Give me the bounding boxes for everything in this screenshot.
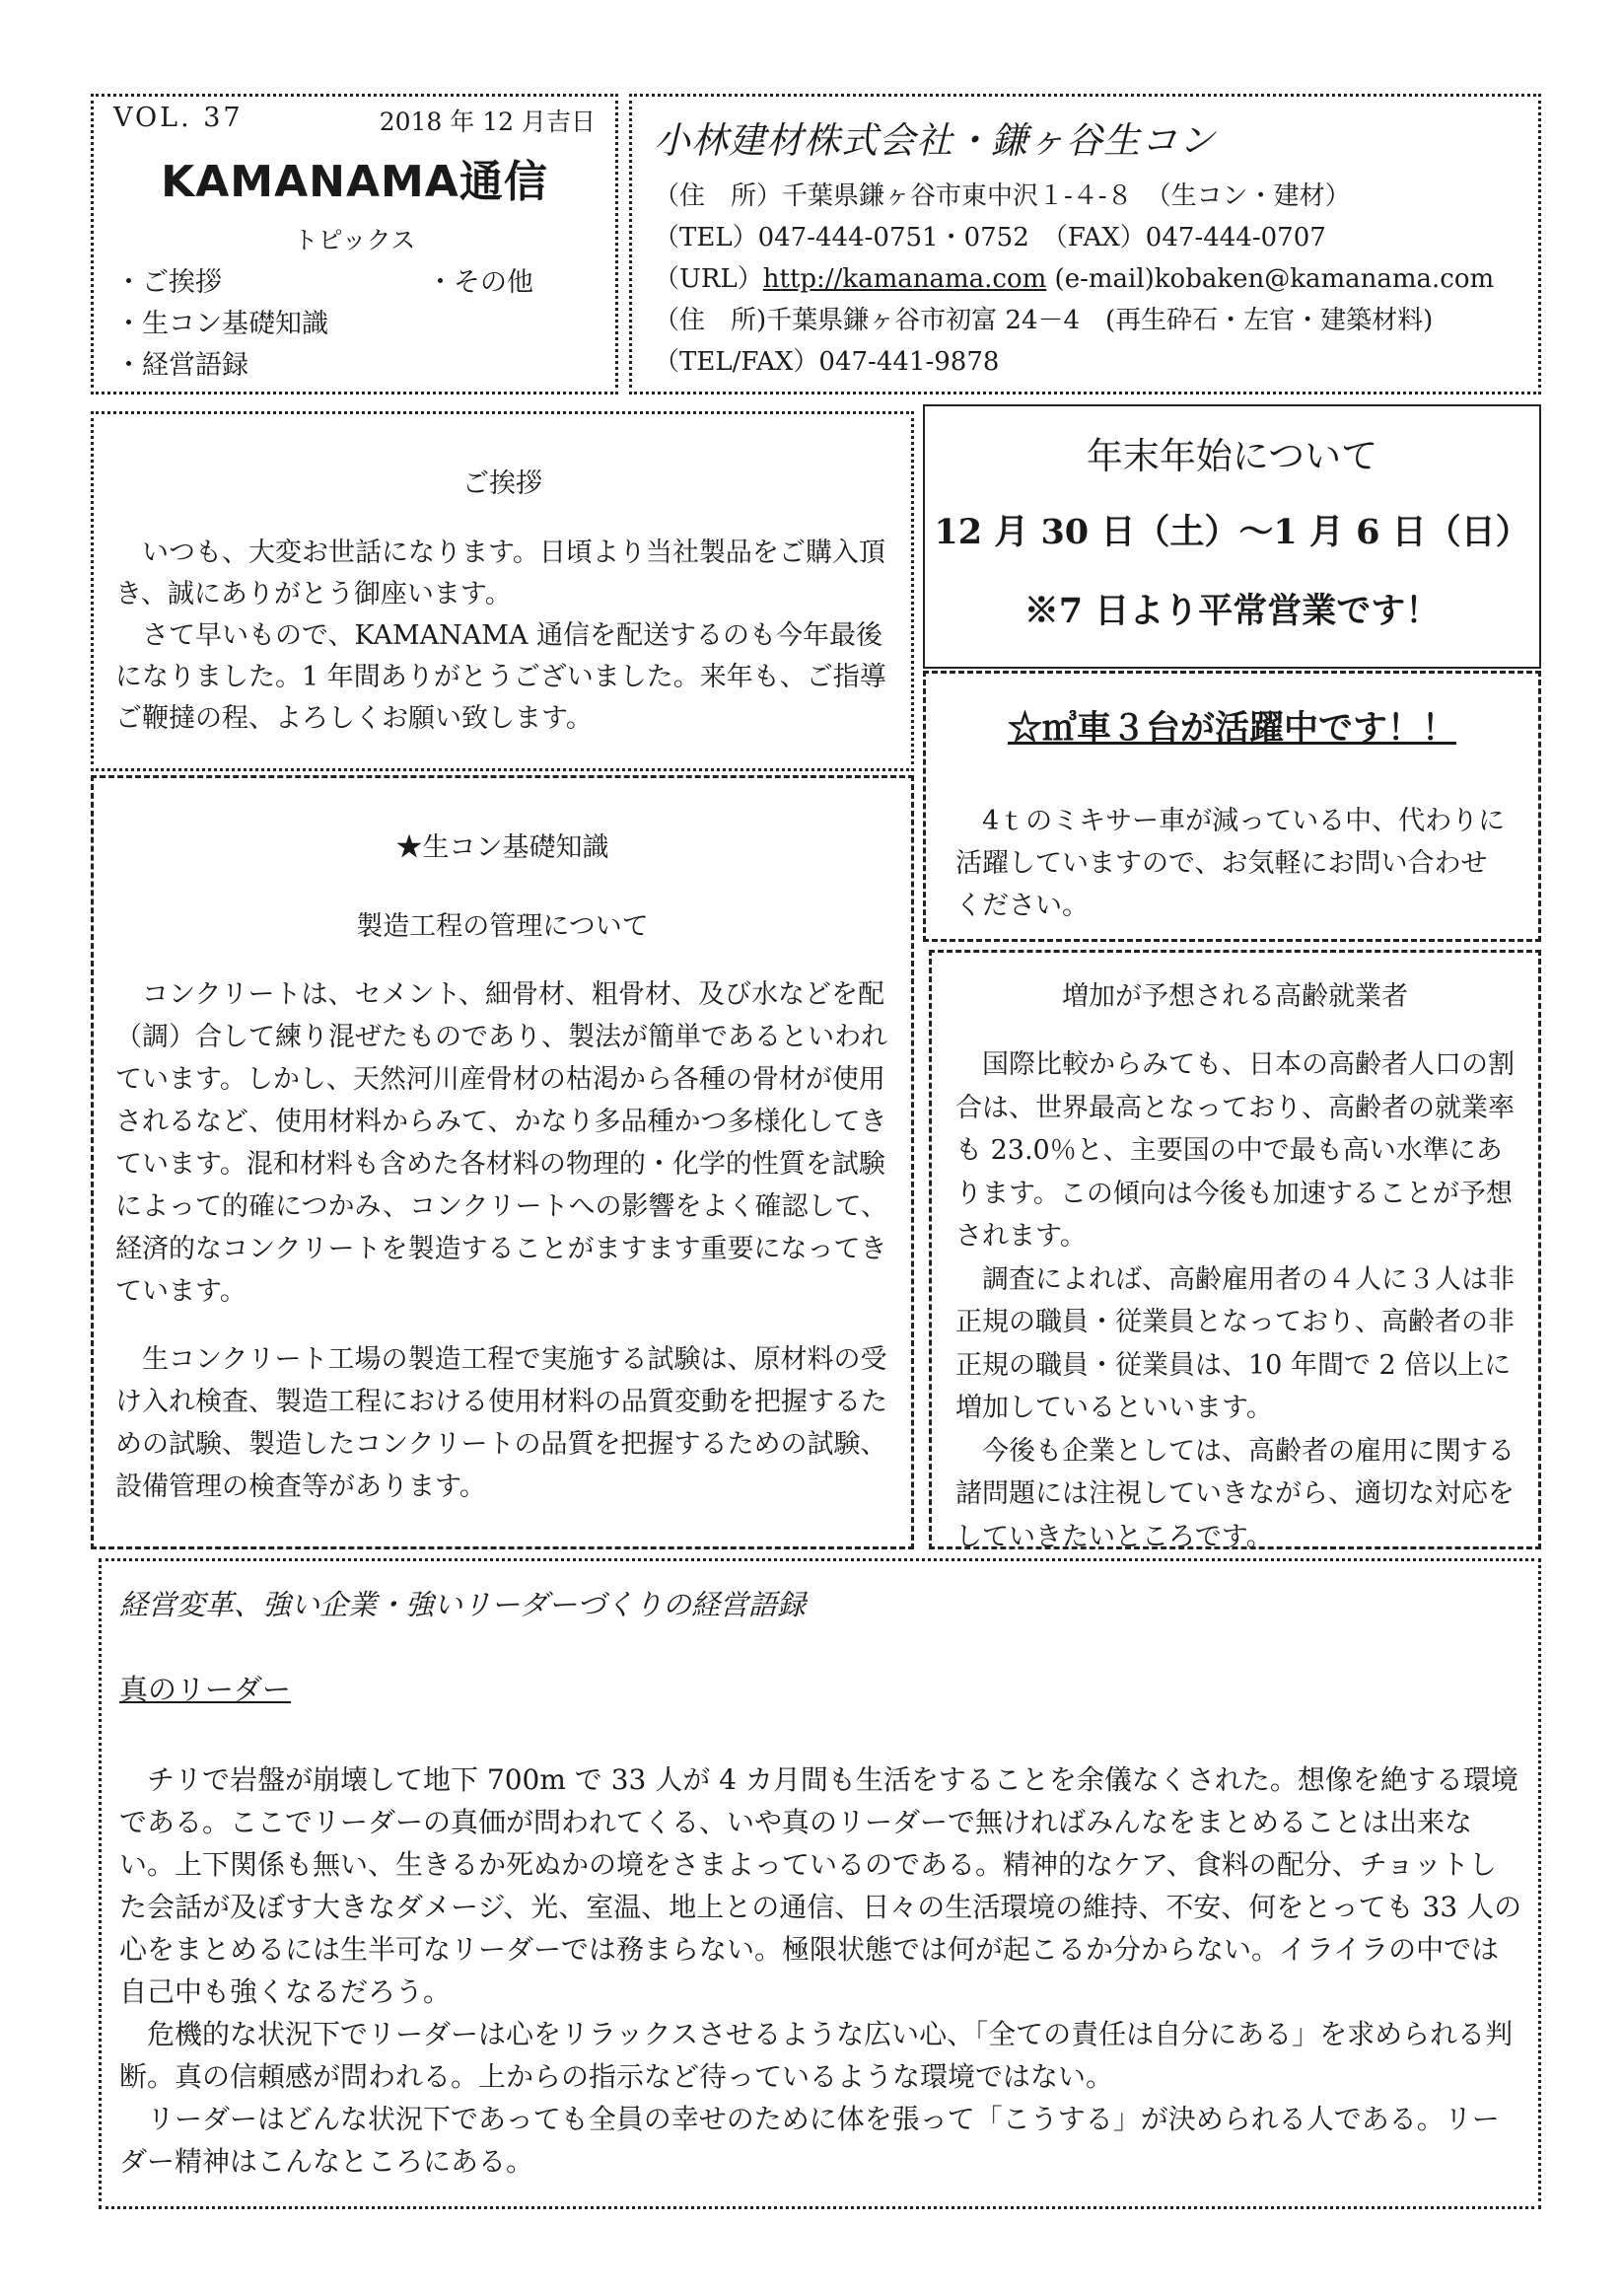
elderly-body: 国際比較からみても、日本の高齢者人口の割合は、世界最高となっており、高齢者の就業率も 23.0％と、主要国の中で最も高い水準にあります。この傾向は今後も加速することが予想されます。 調査によれば、高齢雇用者の４人に３人は非正規の職員・従業員となっており、高齢者の非正規の職員・従業員は、10 年間で 2 倍以上に増加しているといいます。 今後も企業としては、高齢者の雇用に関する諸問題には注視していきながら、適切な対応をしていきたいところです。 bbox=[955, 1049, 1515, 1552]
greeting-body: いつも、大変お世話になります。日頃より当社製品をご購入頂き、誠にありがとう御座います。 さて早いもので、KAMANAMA 通信を配送するのも今年最後になりました。1 年間ありがとうございました。来年も、ご指導ご鞭撻の程、よろしくお願い致します。 bbox=[115, 538, 886, 734]
newsletter-title: KAMANAMA通信 bbox=[161, 157, 548, 207]
truck-body: 4ｔのミキサー車が減っている中、代わりに活躍していますので、お気軽にお問い合わせください。 bbox=[955, 806, 1506, 921]
greeting-section bbox=[91, 411, 914, 771]
elderly-title: 増加が予想される高齢就業者 bbox=[1062, 981, 1408, 1012]
concrete-subtitle: 製造工程の管理について bbox=[356, 911, 649, 942]
url-label: （URL） bbox=[654, 264, 763, 294]
company-info bbox=[629, 94, 1541, 395]
truck-title: ☆㎥車３台が活躍中です！！ bbox=[1007, 708, 1456, 749]
topic-item: ・ご挨拶 bbox=[115, 267, 222, 298]
motto-body: チリで岩盤が崩壊して地下 700m で 33 人が 4 カ月間も生活をすることを余儀なくされた。想像を絶する環境である。ここでリーダーの真価が問われてくる、いや真のリーダーで無ければみんなをまとめることは出来ない。上下関係も無い、生きるか死ぬかの境をさまよっているのである。精神的なケア、食料の配分、チョットした会話が及ぼす大きなダメージ、光、室温、地上との通信、日々の生活環境の維持、不安、何をとっても 33 人の心をまとめるには生半可なリーダーでは務まらない。極限状態では何が起こるか分からない。イライラの中では自己中も強くなるだろう。 危機的な状況下でリーダーは心をリラックスさせるような広い心、「全ての責任は自分にある」を求められる判断。真の信頼感が問われる。上からの指示など待っているような環境ではない。 リーダーはどんな状況下であっても全員の幸せのために体を張って「こうする」が決められる人である。リーダー精神はこんなところにある。 bbox=[119, 1763, 1522, 2178]
topic-item: ・その他 bbox=[427, 267, 533, 298]
volume-number: VOL. 37 bbox=[113, 103, 244, 133]
motto-subtitle: 真のリーダー bbox=[119, 1673, 292, 1706]
topics-heading: トピックス bbox=[293, 226, 416, 254]
url-line bbox=[654, 258, 1494, 295]
concrete-title: ★生コン基礎知識 bbox=[395, 832, 609, 863]
concrete-knowledge-section bbox=[91, 775, 914, 1549]
tel-fax-line-2: （TEL/FAX）047‐441‐9878 bbox=[654, 347, 1000, 377]
email-address: (e-mail)kobaken@kamanama.com bbox=[1054, 264, 1495, 294]
company-name: 小林建材株式会社・鎌ヶ谷生コン bbox=[654, 119, 1216, 162]
management-quotes-section bbox=[99, 1558, 1541, 2209]
address-label: （住 所） bbox=[654, 181, 783, 211]
topic-item: ・生コン基礎知識 bbox=[115, 309, 328, 339]
concrete-paragraph: 生コンクリート工場の製造工程で実施する試験は、原材料の受け入れ検査、製造工程における使用材料の品質変動を把握するための試験、製造したコンクリートの品質を把握するための試験、設備管理の検査等があります。 bbox=[115, 1344, 887, 1502]
address-text: 千葉県鎌ヶ谷市東中沢１-４-８ （生コン・建材） bbox=[782, 181, 1351, 211]
website-link[interactable]: http://kamanama.com bbox=[762, 264, 1047, 294]
truck-notice bbox=[923, 671, 1541, 942]
concrete-paragraph: コンクリートは、セメント、細骨材、粗骨材、及び水などを配（調）合して練り混ぜたものであり、製法が簡単であるといわれています。しかし、天然河川産骨材の枯渇から各種の骨材が使用されるなど、使用材料からみて、かなり多品種かつ多様化してきています。混和材料も含めた各材料の物理的・化学的性質を試験によって的確につかみ、コンクリートへの影響をよく確認して、経済的なコンクリートを製造することがますます重要になってきています。 bbox=[115, 979, 887, 1307]
tel-fax-line: （TEL）047‐444‐0751・0752 （FAX）047‐444‐0707 bbox=[654, 223, 1326, 252]
holiday-dates: 12 月 30 日（土）～1 月 6 日（日） bbox=[934, 512, 1530, 552]
holiday-note: ※7 日より平常営業です！ bbox=[1023, 591, 1441, 631]
holiday-title: 年末年始について bbox=[1086, 435, 1378, 477]
motto-title: 経営変革、強い企業・強いリーダーづくりの経営語録 bbox=[119, 1588, 807, 1621]
greeting-title: ご挨拶 bbox=[462, 468, 542, 499]
address-line-2: （住 所)千葉県鎌ヶ谷市初富 24－4 (再生砕石・左官・建築材料) bbox=[654, 306, 1434, 335]
newsletter-masthead bbox=[91, 94, 618, 395]
holiday-notice bbox=[923, 404, 1541, 669]
topic-item: ・経営語録 bbox=[115, 350, 248, 381]
issue-date: 2018 年 12 月吉日 bbox=[379, 108, 596, 136]
elderly-workers-section bbox=[929, 950, 1541, 1552]
address-line-1 bbox=[654, 176, 1351, 212]
